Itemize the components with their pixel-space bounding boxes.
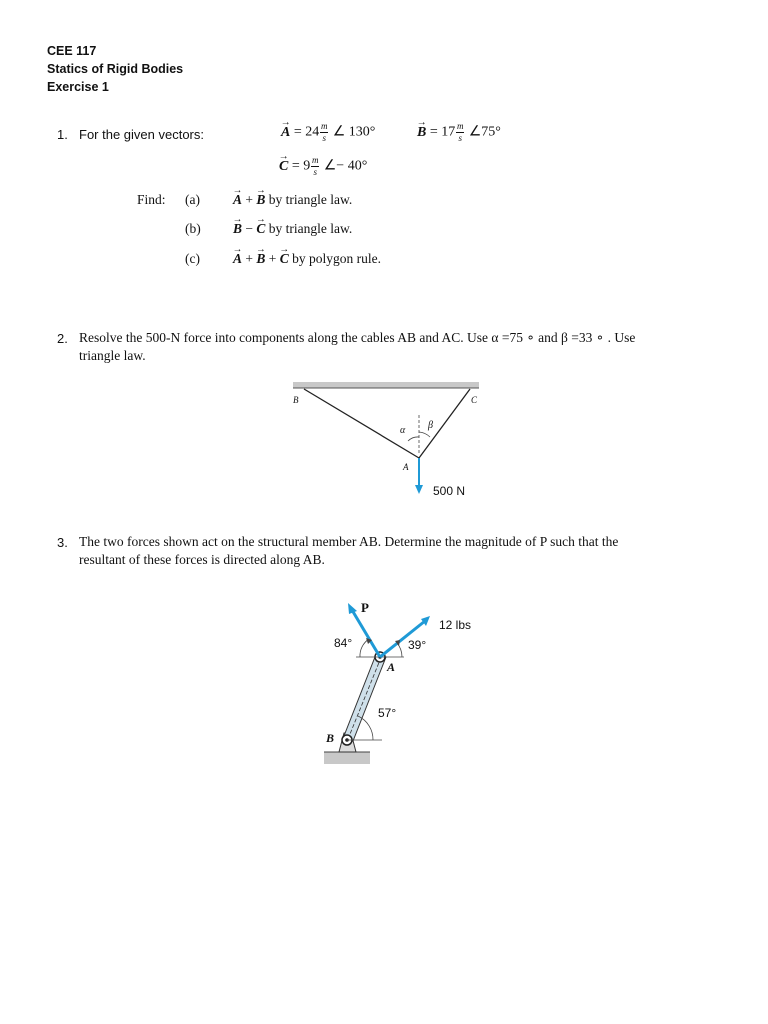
part-c-text: by polygon rule. xyxy=(292,251,382,266)
part-b-text: by triangle law. xyxy=(268,221,353,236)
vector-a-name: → A xyxy=(281,125,290,141)
vector-b-angle: ∠75° xyxy=(468,124,501,140)
label-a: A xyxy=(403,462,409,472)
q3-text-line1: The two forces shown act on the structural member AB. Determine the magnitude of P such that the xyxy=(79,534,619,549)
ground-support xyxy=(324,752,370,764)
q1-number: 1. xyxy=(57,127,68,142)
vector-a-magnitude: = 24 xyxy=(293,124,320,140)
vector-c-magnitude: = 9 xyxy=(291,158,311,174)
part-a-label: (a) xyxy=(185,192,200,207)
force-p-arrowhead xyxy=(348,603,357,614)
member-centerline xyxy=(348,660,380,739)
q1-prompt: For the given vectors: xyxy=(79,127,204,142)
course-code: CEE 117 xyxy=(47,44,97,58)
q2-text-line1: Resolve the 500-N force into components along the cables AB and AC. Use α =75 ∘ and β =33 ∘ . Use xyxy=(79,330,636,345)
label-beta: β xyxy=(428,420,433,431)
angle-57-label: 57° xyxy=(378,706,397,720)
force-500n-label: 500 N xyxy=(433,484,466,498)
part-b-expression: → B − → C by triangle law. xyxy=(233,221,352,237)
q3-text-line2: resultant of these forces is directed along AB. xyxy=(79,552,325,567)
label-p: P xyxy=(361,600,369,615)
q3-number: 3. xyxy=(57,535,68,550)
label-b-member: B xyxy=(326,731,335,745)
vector-b-name: → B xyxy=(417,125,426,141)
angle-84-label: 84° xyxy=(334,636,353,650)
vector-c-unit: $\frac{m}{s}$ xyxy=(312,155,319,177)
force-p-arrow xyxy=(352,610,380,657)
q2-text-line2: triangle law. xyxy=(79,348,146,363)
part-c-expression: → A + → B + → C by polygon rule. xyxy=(233,251,381,267)
label-c: C xyxy=(471,395,478,405)
course-title: Statics of Rigid Bodies xyxy=(47,62,184,76)
vector-c-angle: ∠− 40° xyxy=(323,158,368,174)
exercise-title: Exercise 1 xyxy=(47,80,109,94)
force-12lbs-label: 12 lbs xyxy=(439,618,472,632)
label-alpha: α xyxy=(400,425,406,436)
label-b: B xyxy=(293,395,299,405)
part-c-label: (c) xyxy=(185,251,200,266)
angle-39-arc xyxy=(397,643,402,657)
q2-number: 2. xyxy=(57,331,68,346)
vector-a-unit: $\frac{m}{s}$ xyxy=(321,121,328,143)
vector-a-angle: ∠ 130° xyxy=(332,124,376,140)
label-a-member: A xyxy=(387,660,396,674)
part-b-label: (b) xyxy=(185,221,201,236)
find-label: Find: xyxy=(137,192,166,207)
vector-c-name: → C xyxy=(279,159,288,175)
part-a-expression: → A + → B by triangle law. xyxy=(233,192,352,208)
vector-b-magnitude: = 17 xyxy=(429,124,456,140)
angle-39-label: 39° xyxy=(408,638,427,652)
vector-b-unit: $\frac{m}{s}$ xyxy=(457,121,464,143)
part-a-text: by triangle law. xyxy=(268,192,353,207)
